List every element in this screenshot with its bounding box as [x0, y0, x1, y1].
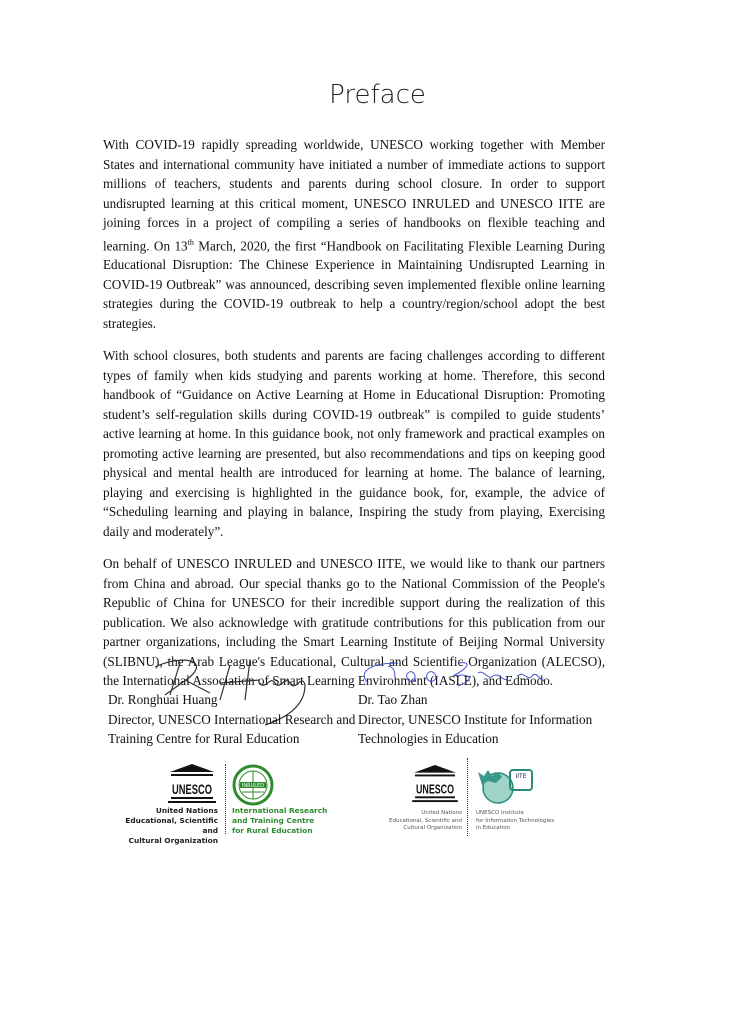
caption-line: UNESCO Institute: [476, 810, 524, 816]
iite-badge: IITE: [515, 773, 527, 780]
caption-line: United Nations: [421, 810, 462, 816]
iite-caption: [476, 810, 554, 833]
unesco-temple-logo: [412, 765, 458, 803]
signatory-title: Technologies in Education: [358, 731, 499, 746]
svg-text:UNESCO: UNESCO: [172, 781, 213, 797]
caption-line: Educational, Scientific and: [125, 816, 218, 835]
preface-body: [103, 135, 605, 704]
unesco-caption: [380, 810, 462, 833]
logo-divider: [225, 764, 226, 834]
signatory-title: Director, UNESCO International Research and: [108, 711, 356, 727]
signature-zhan: [358, 658, 568, 693]
caption-line: Cultural Organization: [128, 836, 218, 845]
signatory-zhan: [358, 690, 592, 749]
caption-line: and Training Centre: [232, 816, 315, 825]
caption-line: Educational, Scientific and: [389, 817, 462, 824]
paragraph: On behalf of UNESCO INRULED and UNESCO IITE, we would like to thank our partners from China and abroad. Our special thanks go to the National Commission of the People's Republic of China for UNESCO for their incredible support during the realization of this publication. We also acknowledge with gratitude contributions for this publication from our partner organizations, including the Smart Learning Institute of Beijing Normal University (SLIBNU), the Arab League's Educational, Cultural and Scientific Organization (ALECSO), the International Association of Smart Learning Environment (IASLE), and Edmodo.: [103, 556, 605, 689]
unesco-caption: [110, 806, 218, 846]
signatory-title: Director, UNESCO Institute for Information: [358, 711, 593, 727]
paragraph: With school closures, both students and parents are facing challenges according to different types of family when kids studying and parents working at home. Therefore, this second handbook of “Guidance on Active Learning at Home in Educational Disruption: Promoting student’s self-regulation skills during COVID-19 outbreak” is compiled to guide students’ active learning at home. In this guidance book, not only framework and practical examples on promoting active learning are presented, but also recommendations and tips on keeping good physical and mental health are introduced for learning at home. The balance of learning, playing and exercising is highlighted in the guidance book, for, example, the advice of “Scheduling learning and playing in balance, Inspiring the study from playing, Exercising daily and moderately”.: [103, 348, 605, 539]
inruled-globe-logo: [232, 764, 274, 806]
caption-line: for Information Technologies: [476, 817, 555, 824]
paragraph: With COVID-19 rapidly spreading worldwide, UNESCO working together with Member States and international community have initiated a number of immediate actions to support millions of teachers, students and parents during school closure. In order to support undisrupted learning at this critical moment, UNESCO INRULED and UNESCO IITE are joining forces in a project of compiling a series of handbooks on flexible teaching and learning. On 13th March, 2020, the first “Handbook on Facilitating Flexible Learning During Educational Disruption: The Chinese Experience in Maintaining Undisrupted Learning in COVID-19 Outbreak” was announced, describing seven implemented flexible online learning strategies during the COVID-19 outbreak to help a country/region/school adopt the best strategies.: [103, 137, 605, 331]
signatory-name: Dr. Tao Zhan: [358, 692, 428, 707]
svg-text:UNESCO: UNESCO: [416, 781, 454, 797]
inruled-badge: INRULED: [241, 783, 265, 789]
page-title: Preface: [329, 80, 426, 110]
logo-divider: [467, 758, 468, 836]
inruled-caption: [232, 806, 327, 836]
signatory-huang: [108, 690, 355, 749]
caption-line: International Research: [232, 806, 328, 815]
signatory-title: Training Centre for Rural Education: [108, 731, 300, 746]
caption-line: Cultural Organization: [403, 825, 462, 831]
caption-line: in Education: [476, 825, 511, 831]
caption-line: United Nations: [155, 806, 218, 815]
unesco-temple-logo: [168, 764, 216, 804]
iite-logo: [474, 764, 536, 806]
signatory-name: Dr. Ronghuai Huang: [108, 692, 218, 707]
caption-line: for Rural Education: [232, 826, 313, 835]
